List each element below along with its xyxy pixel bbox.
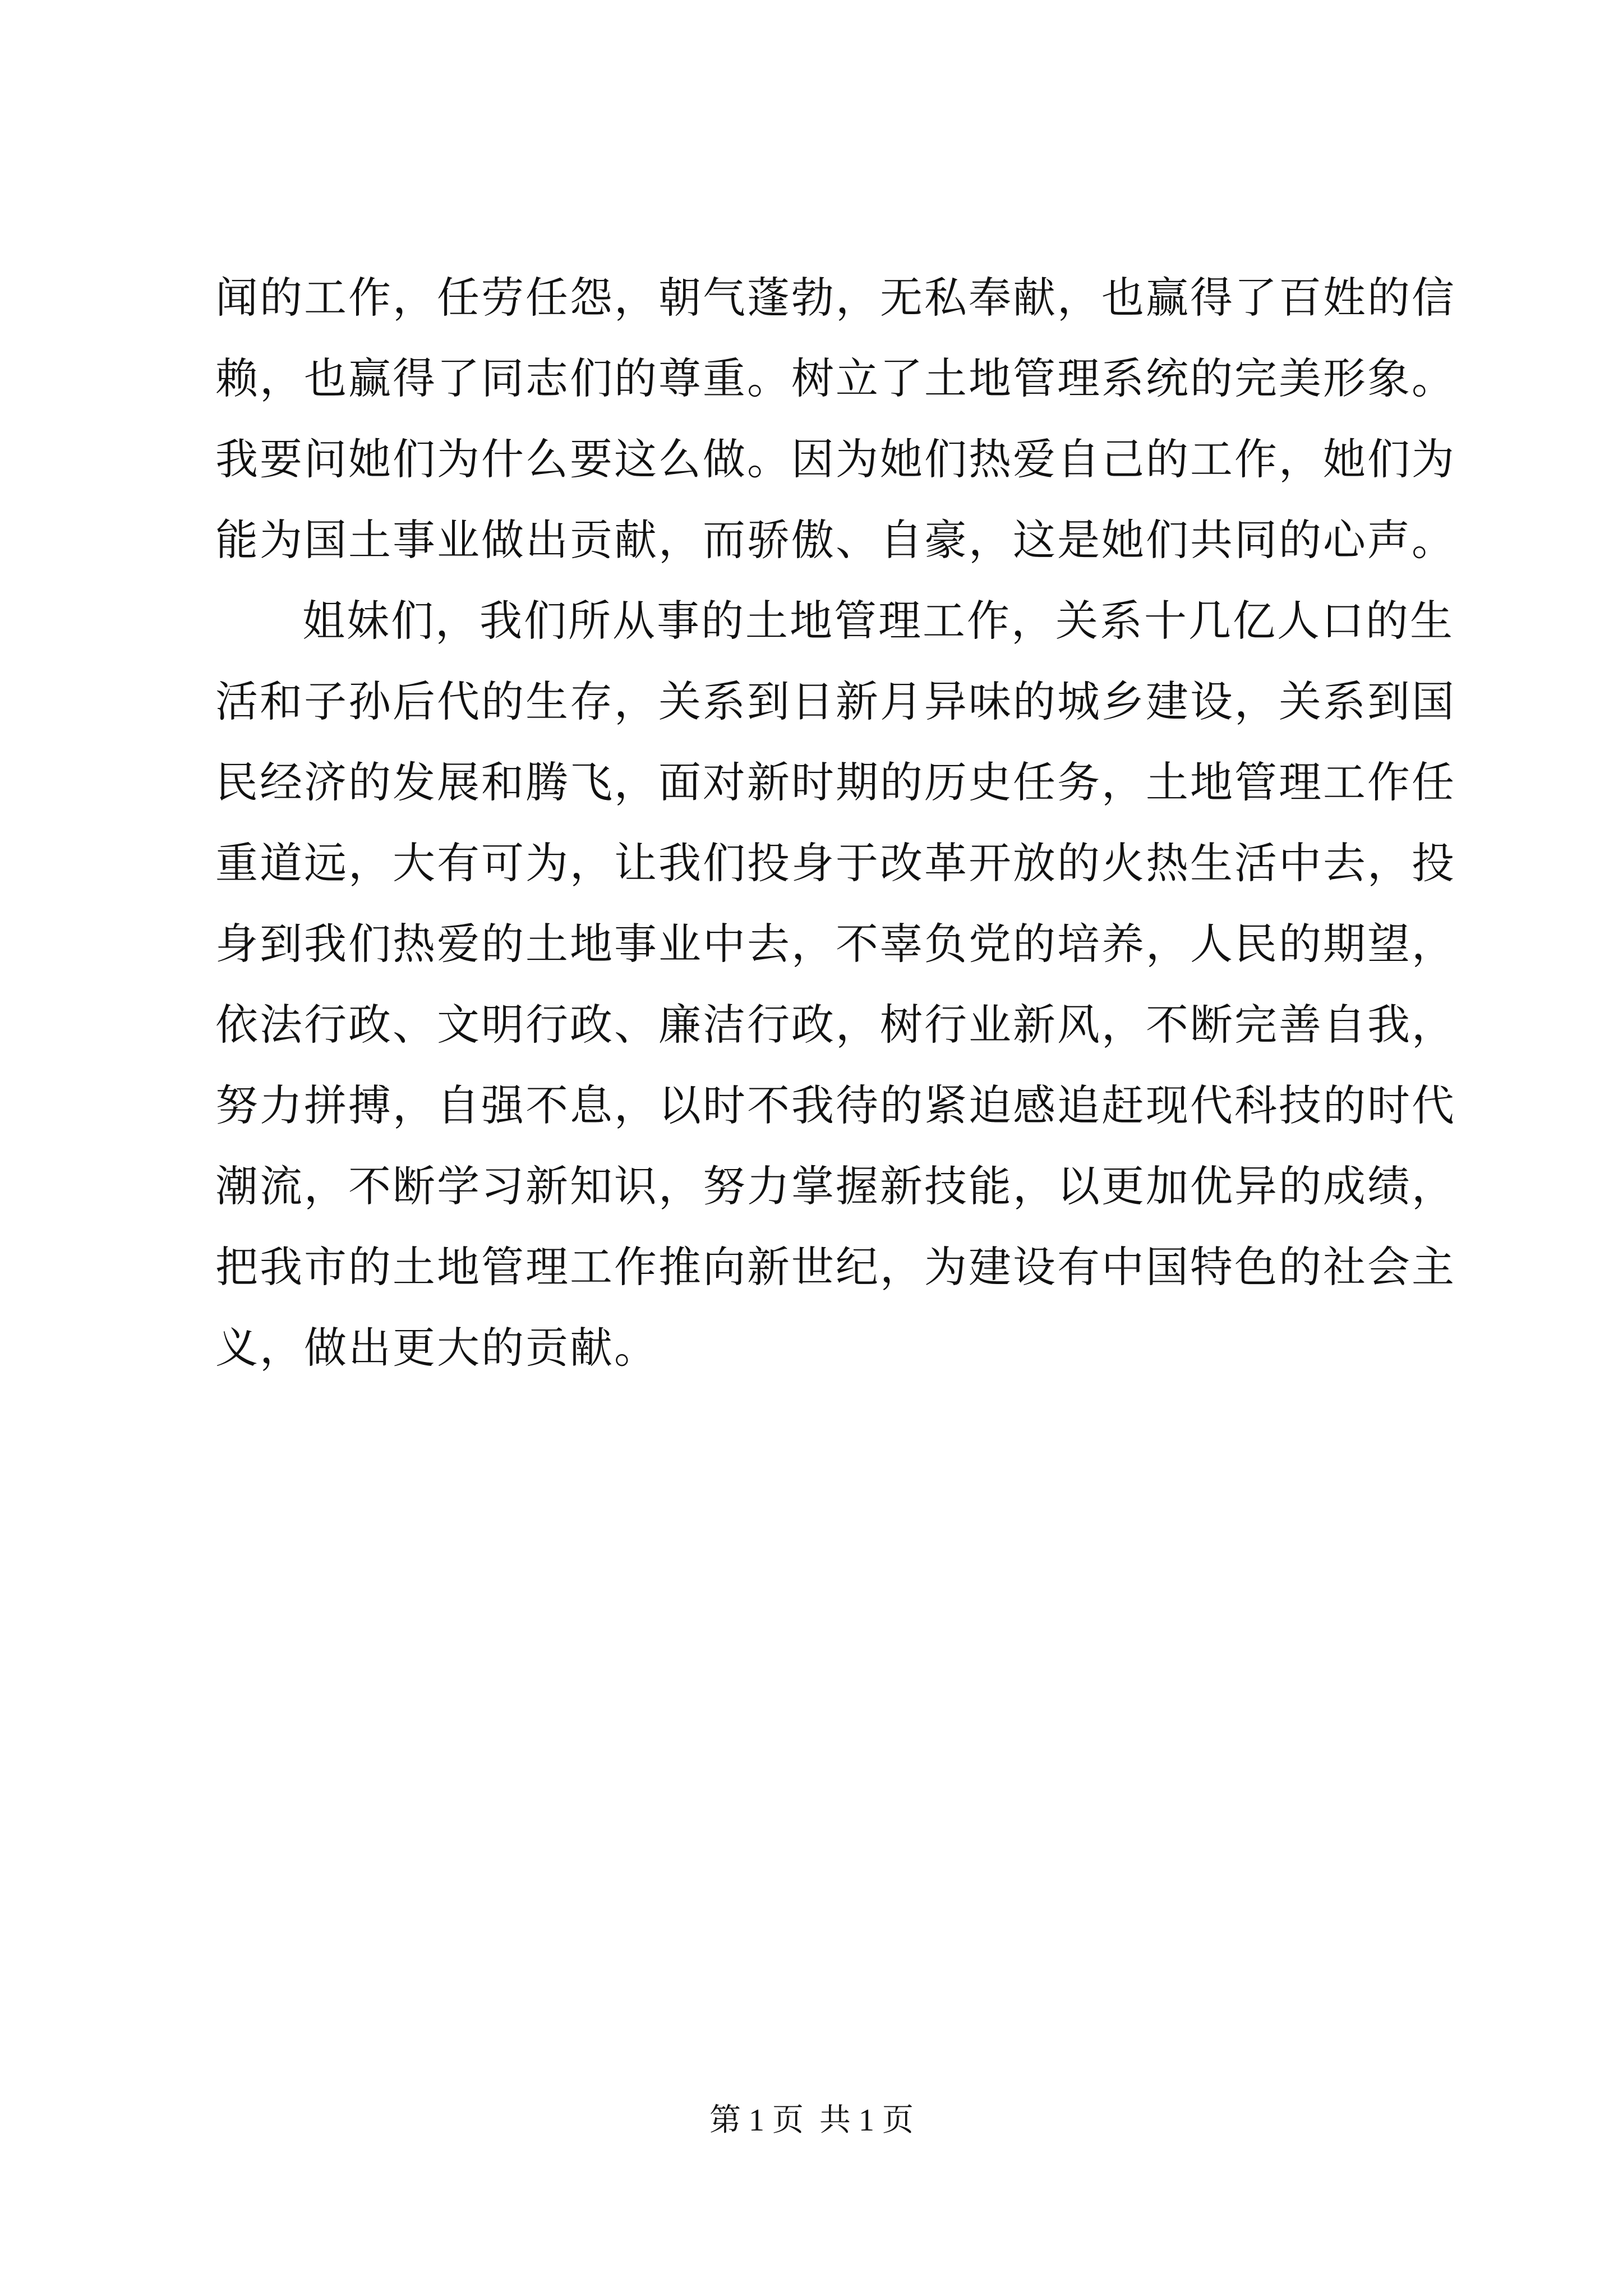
paragraph-line: 义，做出更大的贡献。 [215, 1323, 658, 1373]
paragraph-line: 活和子孙后代的生存，关系到日新月异味的城乡建设，关系到国 [215, 677, 1456, 726]
paragraph-line: 能为国土事业做出贡献，而骄傲、自豪，这是她们共同的心声。 [215, 515, 1456, 565]
paragraph-line: 把我市的土地管理工作推向新世纪，为建设有中国特色的社会主 [215, 1242, 1456, 1292]
paragraph-line: 潮流，不断学习新知识，努力掌握新技能，以更加优异的成绩， [215, 1161, 1456, 1211]
paragraph-line: 努力拼搏，自强不息，以时不我待的紧迫感追赶现代科技的时代 [215, 1080, 1456, 1130]
paragraph-line: 赖，也赢得了同志们的尊重。树立了土地管理系统的完美形象。 [215, 353, 1456, 403]
paragraph-line: 身到我们热爱的土地事业中去，不辜负党的培养，人民的期望， [215, 919, 1456, 969]
paragraph-line: 闻的工作，任劳任怨，朝气蓬勃，无私奉献，也赢得了百姓的信 [215, 273, 1456, 323]
paragraph-line: 民经济的发展和腾飞，面对新时期的历史任务，土地管理工作任 [215, 757, 1456, 807]
paragraph-line: 姐妹们，我们所从事的土地管理工作，关系十几亿人口的生 [302, 596, 1454, 646]
paragraph-line: 重道远，大有可为，让我们投身于改革开放的火热生活中去，投 [215, 838, 1456, 888]
paragraph-line: 我要问她们为什么要这么做。因为她们热爱自己的工作，她们为 [215, 434, 1456, 484]
page-footer: 第 1 页 共 1 页 [709, 2103, 914, 2138]
paragraph-line: 依法行政、文明行政、廉洁行政，树行业新风，不断完善自我， [215, 1000, 1456, 1050]
body-text [215, 257, 1456, 1388]
